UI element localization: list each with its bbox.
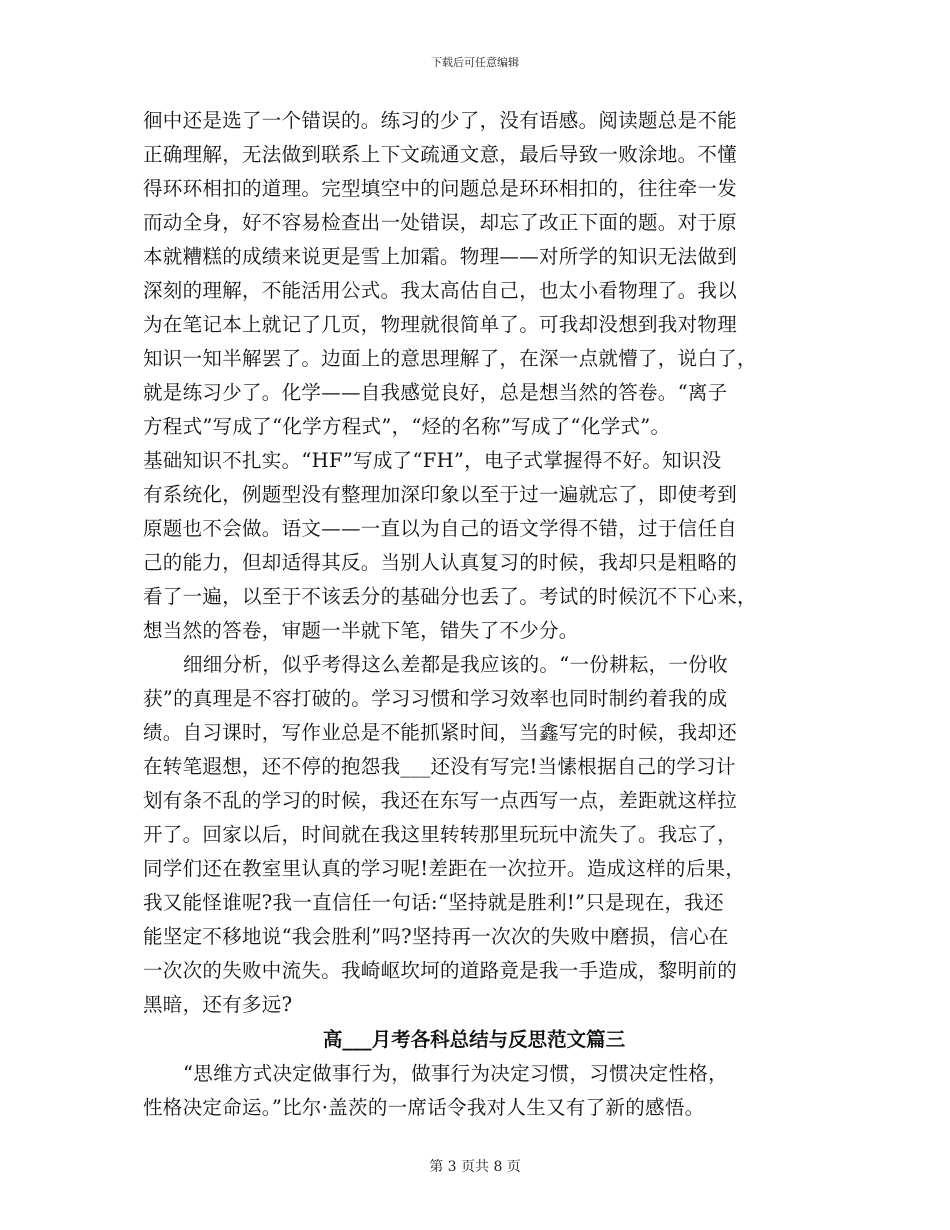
text-line: 本就糟糕的成绩来说更是雪上加霜。物理——对所学的知识无法做到: [143, 245, 738, 268]
text-line: 就是练习少了。化学——自我感觉良好，总是想当然的答卷。“离子: [143, 381, 728, 404]
text-line: 在转笔遐想，还不停的抱怨我___还没有写完!当愫根据自己的学习计: [143, 755, 736, 778]
text-line: 获”的真理是不容打破的。学习习惯和学习效率也同时制约着我的成: [143, 687, 728, 710]
text-line: 原题也不会做。语文——一直以为自己的语文学得不错，过于信任自: [143, 517, 738, 540]
text-line: 细细分析，似乎考得这么差都是我应该的。“一份耕耘，一份收: [183, 653, 728, 676]
text-line: 为在笔记本上就记了几页，物理就很简单了。可我却没想到我对物理: [143, 313, 738, 336]
paragraph-3: [143, 1057, 805, 1125]
text-line: 一次次的失败中流失。我崎岖坎坷的道路竟是我一手造成，黎明前的: [143, 959, 738, 982]
paragraph-1: [143, 104, 805, 648]
text-line: 看了一遍，以至于不该丢分的基础分也丢了。考试的时候沉不下心来，: [143, 585, 757, 608]
text-line: 绩。自习课时，写作业总是不能抓紧时间，当鑫写完的时候，我却还: [143, 721, 738, 744]
page-footer: 第 3 页共 8 页: [429, 1159, 521, 1175]
text-line: 有系统化，例题型没有整理加深印象以至于过一遍就忘了，即使考到: [143, 483, 738, 506]
text-line: 同学们还在教室里认真的学习呢!差距在一次拉开。造成这样的后果，: [143, 857, 746, 880]
text-line: 能坚定不移地说“我会胜利”吗?坚持再一次次的失败中磨损，信心在: [143, 925, 729, 948]
text-line: “思维方式决定做事行为，做事行为决定习惯，习惯决定性格，: [183, 1062, 728, 1085]
text-line: 深刻的理解，不能活用公式。我太高估自己，也太小看物理了。我以: [143, 279, 738, 302]
text-line: 想当然的答卷，审题一半就下笔，错失了不少分。: [143, 619, 579, 642]
text-line: 我又能怪谁呢?我一直信任一句话:“坚持就是胜利!”只是现在，我还: [143, 891, 724, 914]
text-line: 黑暗，还有多远?: [143, 993, 293, 1016]
text-line: 性格决定命运。”比尔·盖茨的一席话令我对人生又有了新的感悟。: [143, 1096, 705, 1119]
text-line: 而动全身，好不容易检查出一处错误，却忘了改正下面的题。对于原: [143, 211, 738, 234]
text-line: 开了。回家以后，时间就在我这里转转那里玩玩中流失了。我忘了，: [143, 823, 738, 846]
text-line: 正确理解，无法做到联系上下文疏通文意，最后导致一败涂地。不懂: [143, 143, 738, 166]
section-title: 高___月考各科总结与反思范文篇三: [322, 1028, 626, 1051]
text-line: 徊中还是选了一个错误的。练习的少了，没有语感。阅读题总是不能: [143, 109, 738, 132]
text-line: 划有条不乱的学习的时候，我还在东写一点西写一点，差距就这样拉: [143, 789, 738, 812]
text-line: 方程式”写成了“化学方程式”，“烃的名称”写成了“化学式”。: [143, 415, 671, 438]
text-line: 基础知识不扎实。“HF”写成了“FH”，电子式掌握得不好。知识没: [143, 449, 722, 472]
page-header: 下载后可任意编辑: [431, 56, 519, 69]
document-body: [143, 104, 805, 1125]
paragraph-2: [143, 648, 805, 1022]
text-line: 得环环相扣的道理。完型填空中的问题总是环环相扣的，往往牵一发: [143, 177, 738, 200]
text-line: 己的能力，但却适得其反。当别人认真复习的时候，我却只是粗略的: [143, 551, 738, 574]
text-line: 知识一知半解罢了。边面上的意思理解了，在深一点就懵了，说白了，: [143, 347, 757, 370]
